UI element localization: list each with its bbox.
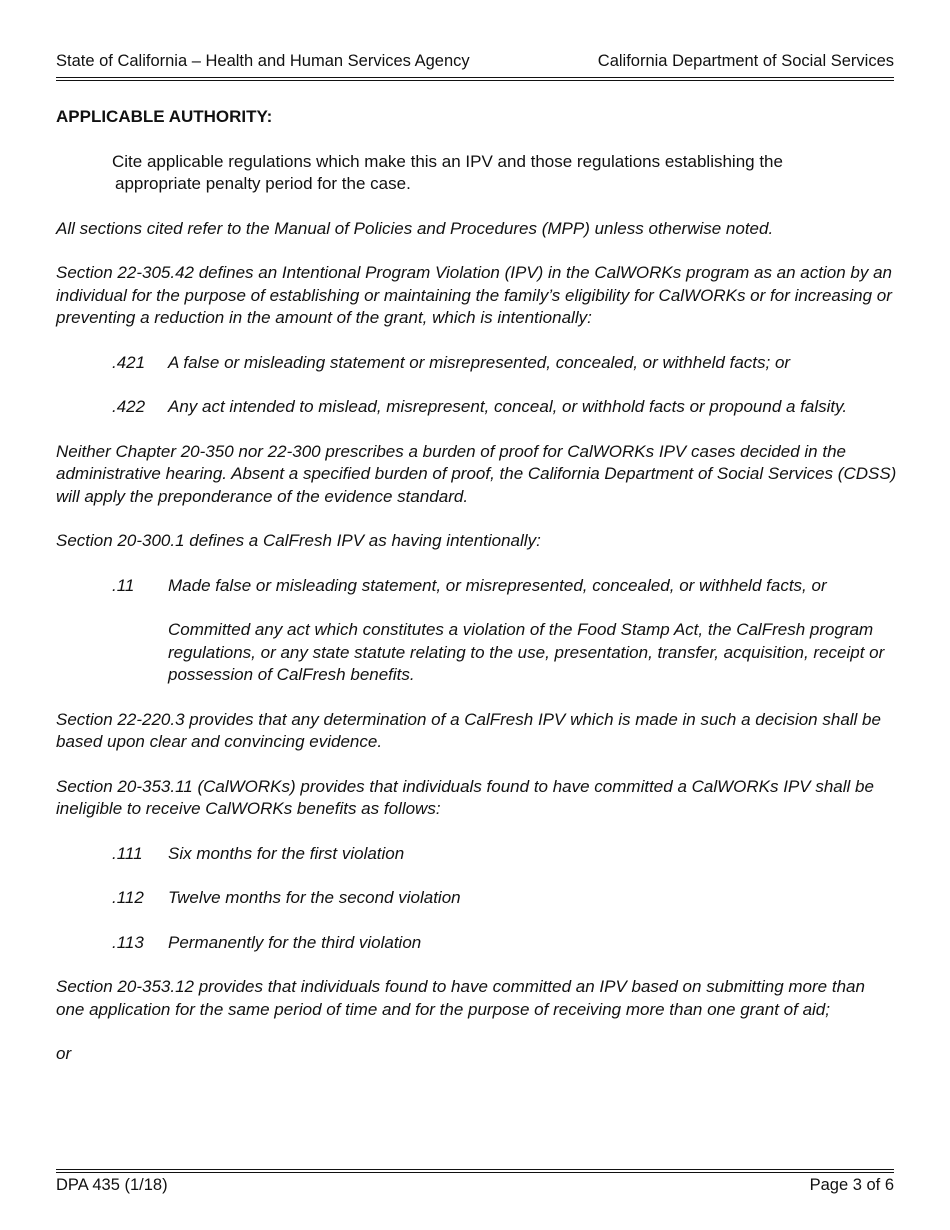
page-number: Page 3 of 6 <box>809 1176 894 1194</box>
header-rule-top <box>56 77 894 78</box>
paragraph-22-220: Section 22-220.3 provides that any determination of a CalFresh IPV which is made in such a decision shall be based upon clear and convincing evidence. <box>56 709 881 751</box>
list-item <box>56 887 898 910</box>
section-heading: APPLICABLE AUTHORITY: <box>56 107 273 126</box>
header-department: California Department of Social Services <box>597 52 894 70</box>
instruction-text <box>112 151 882 196</box>
instruction-line-1: Cite applicable regulations which make this an IPV and those regulations establishing the <box>112 151 783 171</box>
instruction-line-2: appropriate penalty period for the case. <box>115 174 411 193</box>
header-agency: State of California – Health and Human Services Agency <box>56 52 470 70</box>
footer-rule-top <box>56 1169 894 1170</box>
list-item <box>56 843 898 866</box>
page-header <box>56 52 894 74</box>
item-text: Permanently for the third violation <box>168 932 422 952</box>
list-item <box>56 619 898 687</box>
item-text: Twelve months for the second violation <box>168 888 461 907</box>
list-item <box>56 352 898 375</box>
document-body <box>56 106 898 1066</box>
item-number: .421 <box>112 352 146 372</box>
item-number: .113 <box>112 932 144 952</box>
paragraph-22-305: Section 22-305.42 defines an Intentional Program Violation (IPV) in the CalWORKs program as an action by an individual for the purpose of establishing or maintaining the family’s eligibility for CalWORKs or for increasing or preventing a reduction in the amount of the grant, which is intentionally: <box>56 263 892 327</box>
form-number: DPA 435 (1/18) <box>56 1176 168 1194</box>
item-number: .111 <box>112 843 143 863</box>
item-number: .112 <box>112 888 144 907</box>
item-text: Six months for the first violation <box>168 843 405 863</box>
item-text: Any act intended to mislead, misrepresent, conceal, or withhold facts or propound a falsity. <box>168 397 848 416</box>
item-text: A false or misleading statement or misrepresented, concealed, or withheld facts; or <box>168 352 791 372</box>
paragraph-or: or <box>56 1044 72 1063</box>
list-item <box>56 575 898 598</box>
header-rule-bottom <box>56 80 894 81</box>
paragraph-20-300: Section 20-300.1 defines a CalFresh IPV as having intentionally: <box>56 531 541 550</box>
list-item <box>56 932 898 955</box>
item-text: Committed any act which constitutes a violation of the Food Stamp Act, the CalFresh program regulations, or any state statute relating to the use, presentation, transfer, acquisition, receipt or possession of CalFresh benefits. <box>168 620 885 684</box>
paragraph-20-353-12: Section 20-353.12 provides that individuals found to have committed an IPV based on submitting more than one application for the same period of time and for the purpose of receiving more than one grant of aid; <box>56 977 865 1019</box>
item-number: .422 <box>112 397 146 416</box>
page-footer <box>56 1176 894 1198</box>
item-text: Made false or misleading statement, or misrepresented, concealed, or withheld facts, or <box>168 575 827 595</box>
paragraph-burden-of-proof: Neither Chapter 20-350 nor 22-300 prescribes a burden of proof for CalWORKs IPV cases decided in the administrative hearing. Absent a specified burden of proof, the California Department of Social Services (CDSS) will apply the preponderance of the evidence standard. <box>56 441 897 506</box>
paragraph-mpp: All sections cited refer to the Manual of Policies and Procedures (MPP) unless otherwise noted. <box>56 218 774 238</box>
list-item <box>56 396 898 419</box>
item-number: .11 <box>112 575 135 595</box>
paragraph-20-353-11: Section 20-353.11 (CalWORKs) provides that individuals found to have committed a CalWORKs IPV shall be ineligible to receive CalWORKs benefits as follows: <box>56 776 874 818</box>
footer-rule-bottom <box>56 1172 894 1173</box>
